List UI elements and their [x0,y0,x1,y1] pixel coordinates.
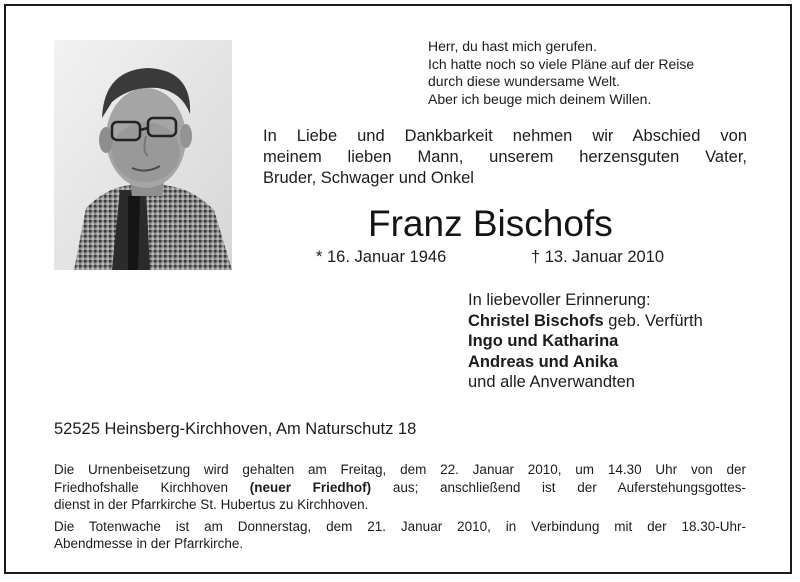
spouse-maiden-name: geb. Verfürth [603,311,703,330]
poem-line: Ich hatte noch so viele Pläne auf der Reise [428,55,695,72]
mourners-list [468,290,703,393]
funeral-line: dienst in der Pfarrkirche St. Hubertus zu Kirchhoven. [54,497,369,512]
funeral-line [54,479,746,497]
wake-line: Die Totenwache ist am Donnerstag, dem 21. Januar 2010, in Verbindung mit der 18.30-Uhr- [54,518,746,534]
farewell-line: meinem lieben Mann, unserem herzensguten Vater, [263,148,747,166]
funeral-line: Die Urnenbeisetzung wird gehalten am Freitag, dem 22. Januar 2010, um 14.30 Uhr von der [54,462,746,477]
family-address: 52525 Heinsberg-Kirchhoven, Am Naturschutz 18 [54,420,417,438]
family-names: Ingo und Katharina [468,332,619,350]
poem-line: Herr, du hast mich gerufen. [428,38,597,54]
portrait-photo [54,40,232,270]
funeral-text: Friedhofshalle Kirchhoven [54,479,250,495]
spouse-name: Christel Bischofs [468,311,604,330]
mourner-family [468,352,703,373]
poem-line: Aber ich beuge mich deinem Willen. [428,90,652,107]
mourners-heading: In liebevoller Erinnerung: [468,291,651,309]
birth-date: * 16. Januar 1946 [316,248,447,266]
mourner-family [468,331,703,352]
mourner-spouse [468,311,703,332]
poem-line: durch diese wundersame Welt. [428,73,620,89]
obituary-notice [4,4,792,574]
funeral-text: aus; anschließend ist der Auferstehungsgottes- [371,479,747,495]
family-names: Andreas und Anika [468,352,618,371]
death-date: † 13. Januar 2010 [531,248,665,266]
mourner-relatives: und alle Anverwandten [468,373,635,391]
farewell-line: In Liebe und Dankbarkeit nehmen wir Abschied von [263,127,747,145]
funeral-details [54,461,746,553]
farewell-text [263,126,747,189]
wake-line: Abendmesse in der Pfarrkirche. [54,536,244,551]
farewell-line: Bruder, Schwager und Onkel [263,169,474,187]
portrait-image [54,40,232,270]
deceased-name: Franz Bischofs [368,203,613,244]
poem-verse [428,38,694,108]
cemetery-note: (neuer Friedhof) [249,479,372,495]
